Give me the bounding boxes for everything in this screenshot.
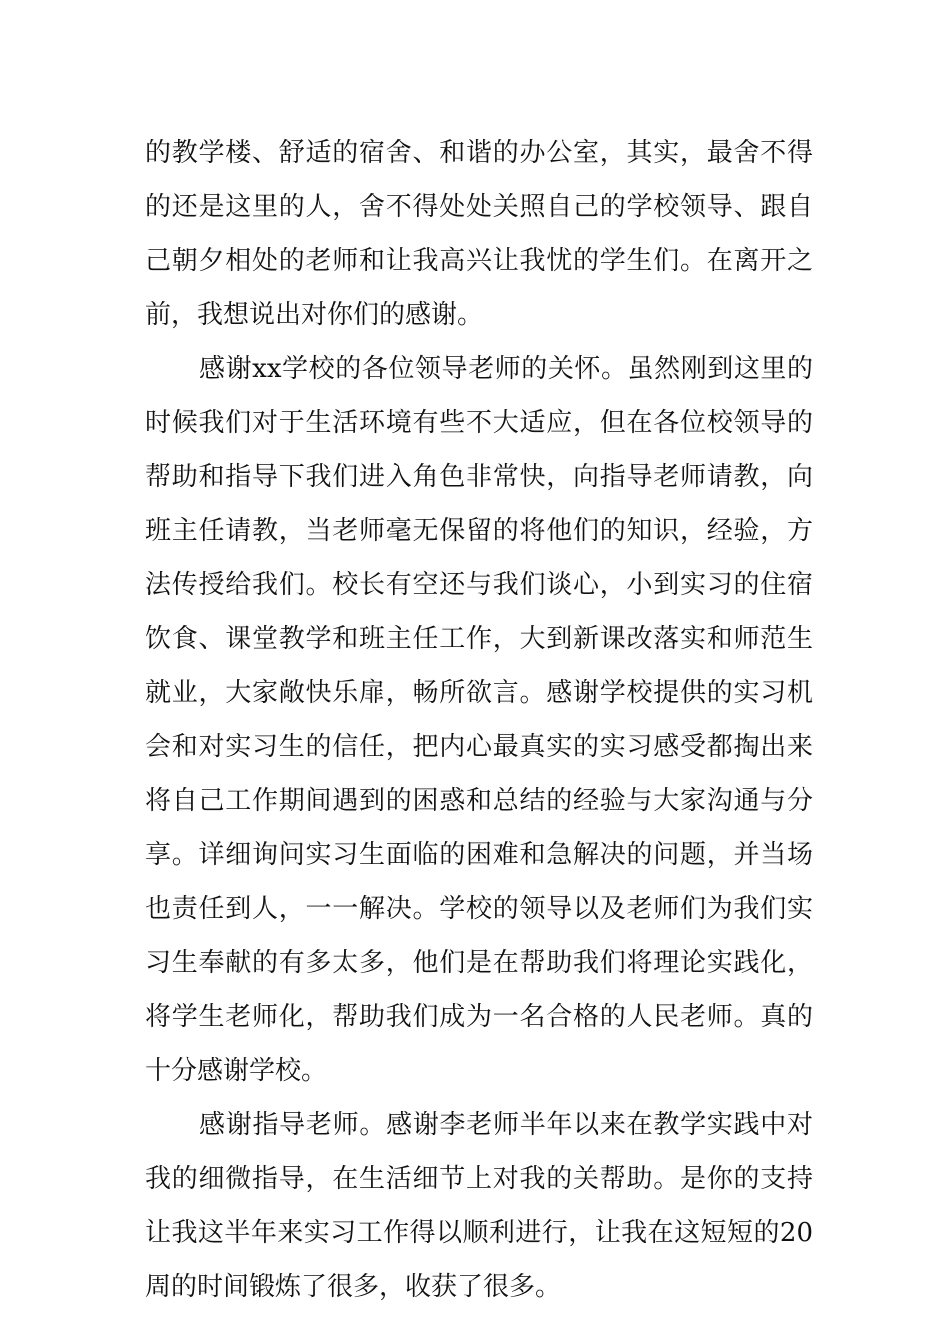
paragraph-3: 感谢指导老师。感谢李老师半年以来在教学实践中对我的细微指导，在生活细节上对我的关帮助。是你的支持让我这半年来实习工作得以顺利进行，让我在这短短的20周的时间锻炼了很多，收获了很多。 (145, 1110, 813, 1302)
paragraph-1: 的教学楼、舒适的宿舍、和谐的办公室，其实，最舍不得的还是这里的人，舍不得处处关照自己的学校领导、跟自己朝夕相处的老师和让我高兴让我忧的学生们。在离开之前，我想说出对你们的感谢。 (145, 138, 813, 330)
document-body (145, 126, 813, 1314)
paragraph-2: 感谢xx学校的各位领导老师的关怀。虽然刚到这里的时候我们对于生活环境有些不大适应，但在各位校领导的帮助和指导下我们进入角色非常快，向指导老师请教，向班主任请教，当老师毫无保留的将他们的知识，经验，方法传授给我们。校长有空还与我们谈心，小到实习的住宿饮食、课堂教学和班主任工作，大到新课改落实和师范生就业，大家敞快乐扉，畅所欲言。感谢学校提供的实习机会和对实习生的信任，把内心最真实的实习感受都掏出来将自己工作期间遇到的困惑和总结的经验与大家沟通与分享。详细询问实习生面临的困难和急解决的问题，并当场也责任到人，一一解决。学校的领导以及老师们为我们实习生奉献的有多太多，他们是在帮助我们将理论实践化，将学生老师化，帮助我们成为一名合格的人民老师。真的十分感谢学校。 (145, 354, 813, 1086)
